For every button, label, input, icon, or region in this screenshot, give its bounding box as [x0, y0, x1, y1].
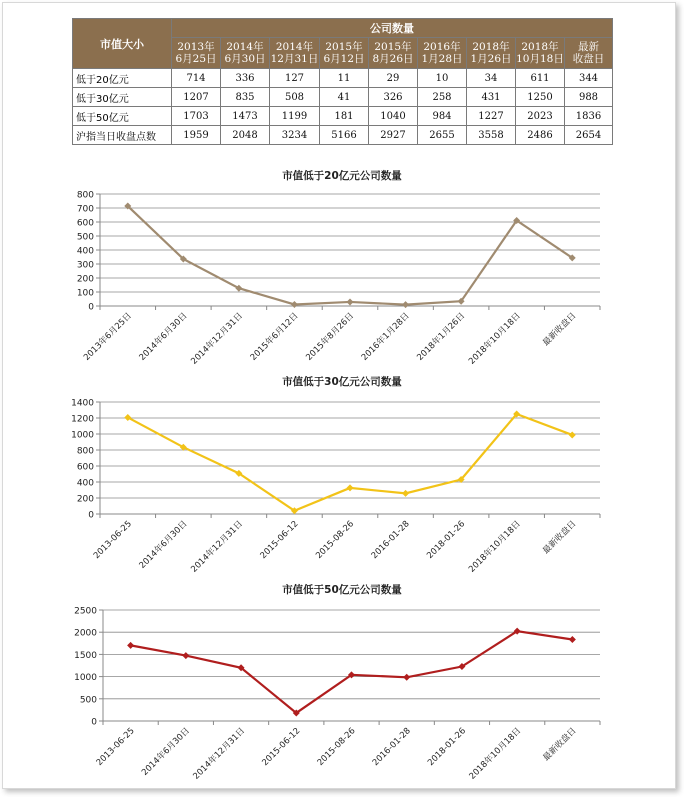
series-line: [128, 206, 572, 305]
row-label: 低于20亿元: [73, 69, 172, 88]
column-header-line: 2018年: [521, 41, 559, 53]
data-point: [291, 301, 298, 308]
column-header-line: 2018年: [472, 41, 510, 53]
column-header-line: 最新: [578, 41, 599, 53]
table-cell: 3558: [467, 126, 516, 145]
column-header-line: 10月18日: [516, 53, 564, 65]
row-label: 沪指当日收盘点数: [73, 126, 172, 145]
table-cell: 41: [320, 88, 369, 107]
data-point: [569, 636, 576, 643]
y-tick-label: 800: [76, 446, 94, 457]
column-header: [565, 38, 613, 69]
y-tick-label: 500: [79, 695, 97, 706]
x-tick-label: 最新收盘日: [541, 726, 579, 764]
column-header-line: 2014年: [226, 41, 264, 53]
table-cell: 1959: [172, 126, 221, 145]
y-tick-label: 600: [76, 462, 94, 473]
table-cell: 1836: [565, 107, 613, 126]
column-header-line: 收盘日: [572, 53, 605, 65]
table-cell: 258: [418, 88, 467, 107]
group-header: 公司数量: [172, 19, 613, 38]
x-tick-label: 2015-08-26: [315, 726, 358, 769]
x-tick-label: 2018年10月18日: [467, 519, 523, 575]
table-header-row: [73, 19, 613, 38]
table-cell: 326: [369, 88, 418, 107]
x-tick-label: 2015年8月26日: [304, 311, 357, 363]
x-tick-label: 2013-06-25: [91, 519, 134, 562]
x-tick-label: 2016-01-28: [369, 519, 412, 562]
y-tick-label: 0: [88, 510, 94, 521]
table-cell: 1250: [516, 88, 565, 107]
table-cell: 344: [565, 69, 613, 88]
table-cell: 336: [221, 69, 270, 88]
y-tick-label: 400: [76, 478, 94, 489]
table-cell: 1703: [172, 107, 221, 126]
table-row: [73, 88, 613, 107]
table-cell: 1199: [270, 107, 320, 126]
column-header-line: 1月28日: [421, 53, 463, 65]
table-cell: 10: [418, 69, 467, 88]
x-tick-label: 最新收盘日: [541, 311, 579, 349]
data-point: [402, 490, 409, 497]
table-cell: 2655: [418, 126, 467, 145]
x-tick-label: 2018年1月26日: [415, 311, 468, 363]
company-count-table: [72, 18, 613, 145]
table-cell: 1207: [172, 88, 221, 107]
table-cell: 181: [320, 107, 369, 126]
chart-below-30: [0, 372, 684, 584]
x-tick-label: 2014年6月30日: [137, 519, 190, 571]
chart-title: 市值低于30亿元公司数量: [282, 376, 402, 388]
x-tick-label: 2015-08-26: [314, 519, 357, 562]
column-header: [467, 38, 516, 69]
table-cell: 431: [467, 88, 516, 107]
column-header-line: 2014年: [275, 41, 314, 53]
data-point: [569, 431, 576, 438]
y-tick-label: 1000: [71, 430, 94, 441]
x-tick-label: 2015-06-12: [258, 519, 301, 562]
table-cell: 29: [369, 69, 418, 88]
table-cell: 508: [270, 88, 320, 107]
y-tick-label: 600: [76, 218, 94, 229]
x-tick-label: 2018年10月18日: [467, 311, 523, 367]
x-tick-label: 2014年12月31日: [191, 726, 248, 782]
table-row: [73, 107, 613, 126]
chart-title: 市值低于50亿元公司数量: [282, 584, 402, 596]
y-tick-label: 1400: [71, 398, 94, 409]
table-cell: 714: [172, 69, 221, 88]
column-header-line: 6月30日: [224, 53, 266, 65]
column-header: [270, 38, 320, 69]
table-row: [73, 126, 613, 145]
series-line: [128, 414, 572, 511]
chart-below-50: [0, 578, 684, 788]
table-cell: 1040: [369, 107, 418, 126]
x-tick-label: 2016年1月28日: [359, 311, 412, 363]
x-tick-label: 2013-06-25: [94, 726, 137, 769]
data-point: [403, 674, 410, 681]
column-header-line: 2015年: [325, 41, 363, 53]
table-cell: 611: [516, 69, 565, 88]
table-row: [73, 69, 613, 88]
column-header: [418, 38, 467, 69]
y-tick-label: 2000: [74, 628, 97, 639]
y-tick-label: 200: [76, 494, 94, 505]
y-tick-label: 0: [88, 302, 94, 313]
table-cell: 1473: [221, 107, 270, 126]
y-tick-label: 2500: [74, 606, 97, 617]
y-tick-label: 300: [76, 260, 94, 271]
row-label: 低于50亿元: [73, 107, 172, 126]
column-header-line: 2013年: [177, 41, 215, 53]
chart-title: 市值低于20亿元公司数量: [282, 170, 402, 182]
row-header: 市值大小: [73, 19, 172, 69]
x-tick-label: 2014年6月30日: [137, 311, 190, 363]
table-cell: 11: [320, 69, 369, 88]
y-tick-label: 400: [76, 246, 94, 257]
table-cell: 2048: [221, 126, 270, 145]
x-tick-label: 2014年12月31日: [189, 519, 246, 575]
x-tick-label: 2014年6月30日: [140, 726, 192, 778]
x-tick-label: 2015年6月12日: [248, 311, 301, 363]
table-cell: 34: [467, 69, 516, 88]
column-header-line: 2016年: [423, 41, 461, 53]
table-cell: 2927: [369, 126, 418, 145]
column-header-line: 6月25日: [175, 53, 217, 65]
data-point: [347, 298, 354, 305]
y-tick-label: 200: [76, 274, 94, 285]
y-tick-label: 500: [76, 232, 94, 243]
column-header: [320, 38, 369, 69]
x-tick-label: 2014年12月31日: [189, 311, 246, 367]
column-header: [369, 38, 418, 69]
y-tick-label: 800: [76, 190, 94, 201]
x-tick-label: 2018年10月18日: [467, 726, 524, 782]
column-header: [221, 38, 270, 69]
table-cell: 835: [221, 88, 270, 107]
table-cell: 2486: [516, 126, 565, 145]
table-cell: 2023: [516, 107, 565, 126]
column-header-line: 12月31日: [270, 53, 319, 65]
x-tick-label: 2018-01-26: [425, 519, 468, 562]
table-cell: 3234: [270, 126, 320, 145]
row-label: 低于30亿元: [73, 88, 172, 107]
column-header-line: 8月26日: [372, 53, 414, 65]
data-point: [402, 301, 409, 308]
table-cell: 5166: [320, 126, 369, 145]
table-cell: 1227: [467, 107, 516, 126]
x-tick-label: 2016-01-28: [370, 726, 413, 769]
data-point: [182, 652, 189, 659]
x-tick-label: 2013年6月25日: [82, 311, 134, 363]
column-header: [172, 38, 221, 69]
data-point: [127, 642, 134, 649]
y-tick-label: 0: [91, 717, 97, 728]
x-tick-label: 2015-06-12: [260, 726, 303, 769]
column-header-line: 2015年: [374, 41, 412, 53]
column-header-line: 6月12日: [323, 53, 365, 65]
table-cell: 984: [418, 107, 467, 126]
x-tick-label: 2018-01-26: [426, 726, 469, 769]
column-header-line: 1月26日: [470, 53, 512, 65]
y-tick-label: 700: [76, 204, 94, 215]
x-tick-label: 最新收盘日: [541, 519, 579, 557]
table-body: [73, 69, 613, 145]
table-cell: 2654: [565, 126, 613, 145]
chart-below-20: [0, 166, 684, 376]
column-header: [516, 38, 565, 69]
data-point: [347, 484, 354, 491]
table-cell: 988: [565, 88, 613, 107]
y-tick-label: 1500: [74, 650, 97, 661]
y-tick-label: 1200: [71, 414, 94, 425]
y-tick-label: 1000: [74, 673, 97, 684]
table-cell: 127: [270, 69, 320, 88]
y-tick-label: 100: [76, 288, 94, 299]
